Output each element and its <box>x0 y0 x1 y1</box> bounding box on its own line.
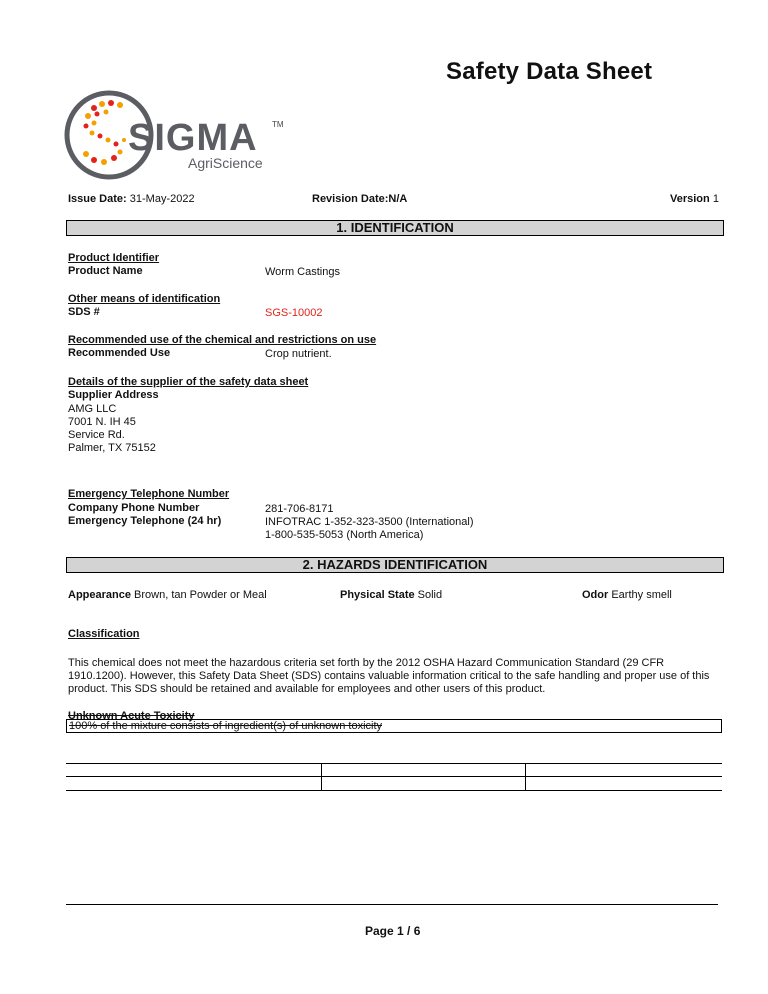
logo-wordmark: SIGMA <box>128 117 258 159</box>
table-mid-rule <box>66 776 722 777</box>
appearance-value: Brown, tan Powder or Meal <box>134 589 267 601</box>
other-means-heading: Other means of identification <box>68 293 221 305</box>
product-name-label: Product Name <box>68 265 143 277</box>
unknown-toxicity-heading: Unknown Acute Toxicity <box>68 710 195 722</box>
supplier-address <box>68 403 156 455</box>
issue-date <box>68 193 195 205</box>
table-col-divider <box>321 763 322 790</box>
address-line: Palmer, TX 75152 <box>68 442 156 454</box>
page-number: Page 1 / 6 <box>365 924 421 938</box>
odor <box>582 589 672 601</box>
supplier-address-label: Supplier Address <box>68 389 159 401</box>
logo-trademark: TM <box>272 120 284 129</box>
company-phone-label: Company Phone Number <box>68 502 200 514</box>
issue-date-label: Issue Date: <box>68 193 127 205</box>
emergency-heading: Emergency Telephone Number <box>68 488 230 500</box>
address-line: AMG LLC <box>68 403 117 415</box>
unknown-toxicity-box <box>66 719 722 733</box>
sds-value: SGS-10002 <box>265 307 323 319</box>
sds-label: SDS # <box>68 306 100 318</box>
recommended-use-label: Recommended Use <box>68 347 171 359</box>
emergency-phone-value-1: INFOTRAC 1-352-323-3500 (International) <box>265 516 474 528</box>
appearance-label: Appearance <box>68 589 131 601</box>
physical-state-label: Physical State <box>340 589 415 601</box>
issue-date-value: 31-May-2022 <box>129 193 195 205</box>
version-label: Version <box>670 193 710 205</box>
version-value: 1 <box>712 193 719 205</box>
revision-date: Revision Date:N/A <box>312 193 408 205</box>
logo-subtitle: AgriScience <box>188 155 263 171</box>
table-bottom-rule <box>66 790 722 791</box>
supplier-heading: Details of the supplier of the safety data sheet <box>68 376 309 388</box>
address-line: Service Rd. <box>68 429 125 441</box>
address-line: 7001 N. IH 45 <box>68 416 136 428</box>
footer-rule <box>66 904 718 905</box>
section-2-header: 2. HAZARDS IDENTIFICATION <box>66 557 724 573</box>
product-name-value: Worm Castings <box>265 266 340 278</box>
emergency-phone-label: Emergency Telephone (24 hr) <box>68 515 222 527</box>
unknown-toxicity-text: 100% of the mixture consists of ingredient(s) of unknown toxicity <box>69 720 383 732</box>
version <box>670 193 719 205</box>
classification-heading: Classification <box>68 628 140 640</box>
company-phone-value: 281-706-8171 <box>265 503 334 515</box>
recommended-use-value: Crop nutrient. <box>265 348 332 360</box>
odor-value: Earthy smell <box>611 589 672 601</box>
product-identifier-heading: Product Identifier <box>68 252 160 264</box>
classification-paragraph: This chemical does not meet the hazardous criteria set forth by the 2012 OSHA Hazard Communication Standard (29 CFR 1910.1200). However, this Safety Data Sheet (SDS) contains valuable information critical to the safe handling and proper use of this product. This SDS should be retained and available for employees and other users of this product. <box>68 657 710 695</box>
recommended-use-heading: Recommended use of the chemical and restrictions on use <box>68 334 377 346</box>
physical-state <box>340 589 442 601</box>
emergency-phone-value-2: 1-800-535-5053 (North America) <box>265 529 424 541</box>
odor-label: Odor <box>582 589 609 601</box>
appearance <box>68 589 267 601</box>
table-top-rule <box>66 763 722 764</box>
page-title: Safety Data Sheet <box>446 58 653 85</box>
physical-state-value: Solid <box>417 589 443 601</box>
table-col-divider <box>525 763 526 790</box>
section-1-header: 1. IDENTIFICATION <box>66 220 724 236</box>
